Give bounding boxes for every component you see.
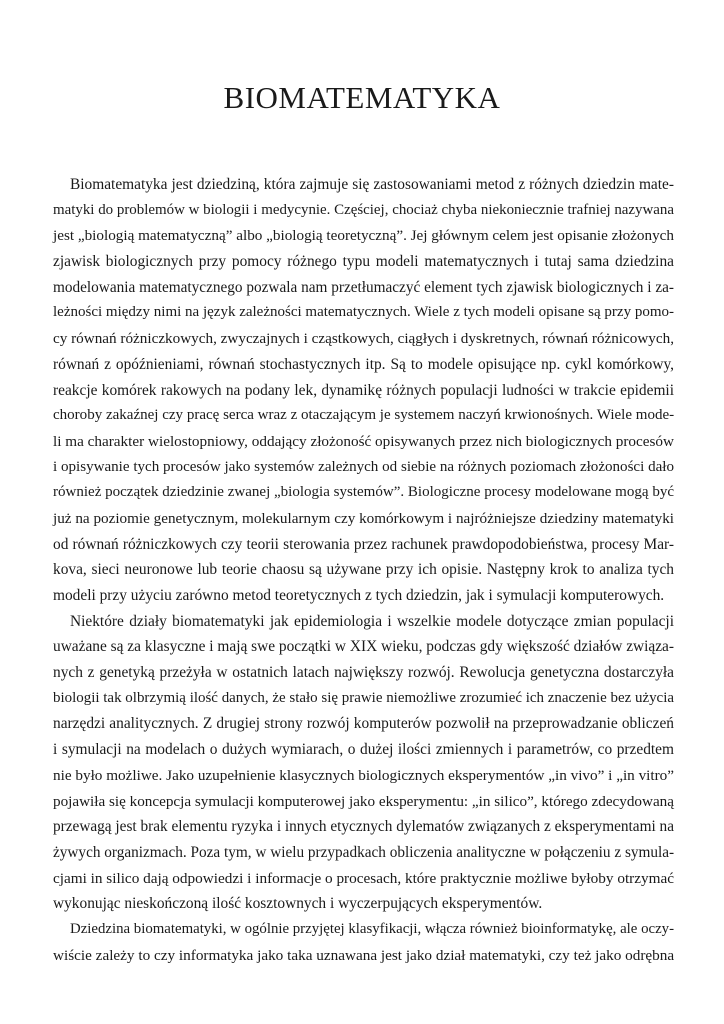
text-line: nych z genetyką przeżyła w ostatnich latach największy rozwój. Rewolucja genetyczna dostarczyła [53,664,674,682]
text-line: uważane są za klasyczne i mają swe początki w XIX wieku, podczas gdy większość działów związa- [53,638,674,656]
text-line: i symulacji na modelach o dużych wymiarach, o dużej ilości zmiennych i parametrów, co przedtem [53,741,674,759]
text-line: Niektóre działy biomatematyki jak epidemiologia i wszelkie modele dotyczące zmian populacji [70,612,674,630]
text-line: pojawiła się koncepcja symulacji komputerowej jako eksperymentu: „in silico”, którego zdecydowaną [53,792,674,810]
text-line: modelowania matematycznego pozwala nam przetłumaczyć element tych zjawisk biologicznych i za- [53,278,674,296]
text-line: przewagą jest brak elementu ryzyka i innych etycznych dylematów związanych z eksperymentami na [53,818,674,836]
text-line: reakcje komórek rakowych na podany lek, dynamikę różnych populacji ludności w trakcie epidemii [53,381,674,399]
text-line: i opisywanie tych procesów jako systemów zależnych od siebie na różnych poziomach złożoności dało [53,458,674,475]
text-line: cjami in silico dają odpowiedzi i informacje o procesach, które praktycznie możliwe byłoby otrzymać [53,869,675,887]
text-line: Biomatematyka jest dziedziną, która zajmuje się zastosowaniami metod z różnych dziedzin mate- [70,176,674,193]
text-line: leżności między nimi na język zależności matematycznych. Wiele z tych modeli opisane są przy pomo- [53,304,674,321]
text-line: li ma charakter wielostopniowy, oddający złożoność opisywanych przez nich biologicznych procesów [53,432,674,450]
text-line: cy równań różniczkowych, zwyczajnych i cząstkowych, ciągłych i dyskretnych, równań różnicowych, [53,330,674,348]
text-line: żywych organizmach. Poza tym, w wielu przypadkach obliczenia analityczne w połączeniu z symula- [53,843,675,861]
text-line: modeli przy użyciu zarówno metod teoretycznych z tych dziedzin, jak i symulacji komputerowych. [53,587,665,604]
text-line: Dziedzina biomatematyki, w ogólnie przyjętej klasyfikacji, włącza również bioinformatykę, ale oczy- [70,920,675,937]
text-line: matyki do problemów w biologii i medycynie. Częściej, chociaż chyba niekoniecznie trafniej nazywana [53,201,674,218]
text-line: kova, sieci neuronowe lub teorie chaosu są używane przy ich opisie. Następny krok to analiza tych [53,561,674,579]
text-line: już na poziomie genetycznym, molekularnym czy komórkowym i najróżniejsze dziedziny matematyki [53,509,674,527]
text-line: narzędzi analitycznych. Z drugiej strony rozwój komputerów pozwolił na przeprowadzanie obliczeń [53,715,674,733]
page-title: BIOMATEMATYKA [223,80,501,115]
text-line: od równań różniczkowych czy teorii sterowania przez rachunek prawdopodobieństwa, procesy Mar- [53,535,674,553]
text-line: choroby zakaźnej czy pracę serca wraz z otaczającym je systemem naczyń krwionośnych. Wiele mode- [53,407,675,424]
text-line: nie było możliwe. Jako uzupełnienie klasycznych biologicznych eksperymentów „in vivo” i „in vitro” [53,766,675,784]
text-line: wykonując nieskończoną ilość kosztownych i wyczerpujących eksperymentów. [53,895,543,913]
text-line: biologii tak olbrzymią ilość danych, że stało się prawie niemożliwe zrozumieć ich znaczenie bez użycia [53,689,674,706]
text-line: równań z opóźnieniami, równań stochastycznych itp. Są to modele opisujące np. cykl komórkowy, [53,355,674,373]
body-text [53,172,674,968]
text-line: jest „biologią matematyczną” albo „biologią teoretyczną”. Jej głównym celem jest opisanie złożonych [53,227,674,245]
text-line: wiście zależy to czy informatyka jako taka uznawana jest jako dział matematyki, czy też jako odrębna [53,946,675,964]
text-line: zjawisk biologicznych przy pomocy różnego typu modeli matematycznych i tutaj sama dziedzina [53,253,674,271]
text-line: również początek dziedzinie zwanej „biologia systemów”. Biologiczne procesy modelowane mogą być [53,484,674,501]
